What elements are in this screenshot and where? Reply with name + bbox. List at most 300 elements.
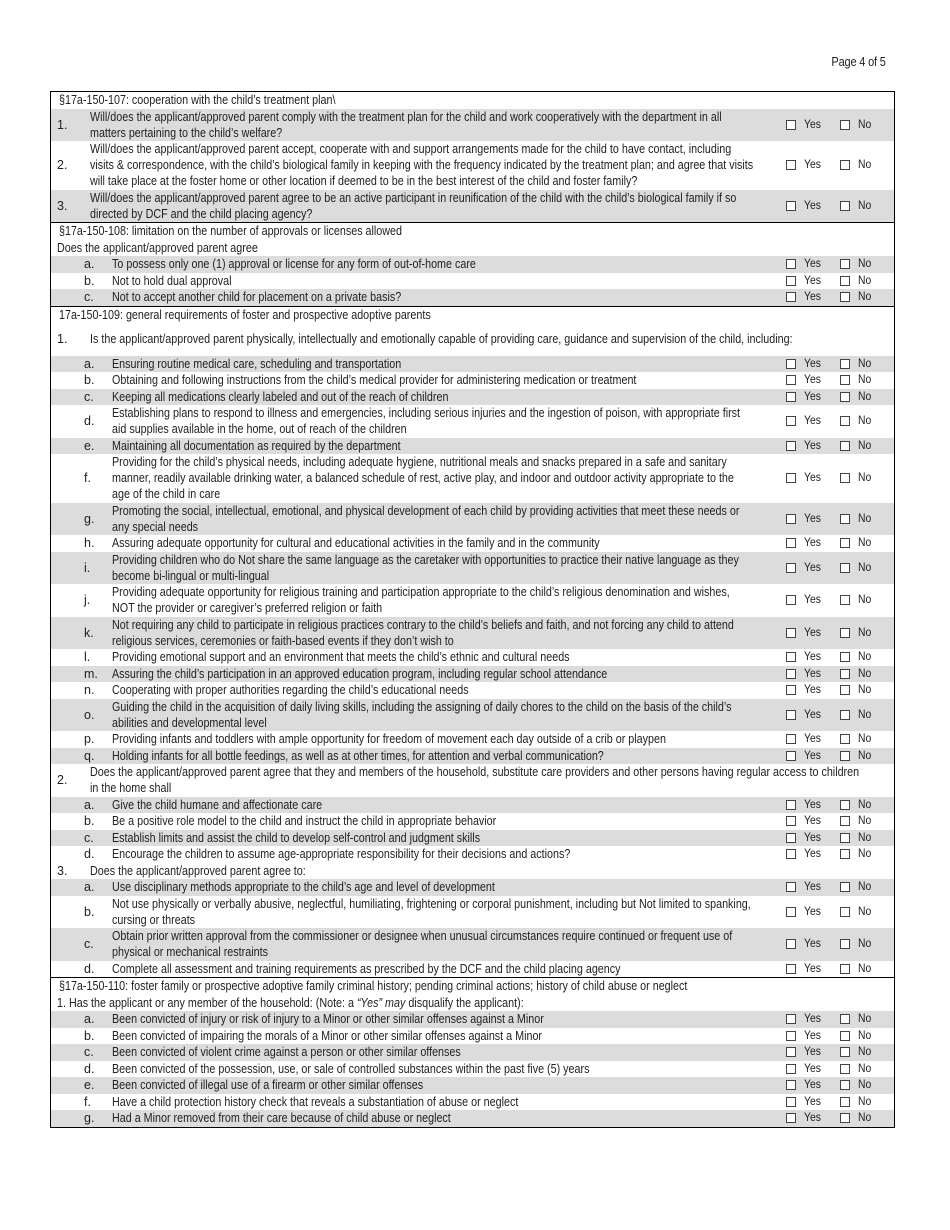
item-number: a. xyxy=(84,1012,95,1027)
item-text-content: Been convicted of impairing the morals of a Minor or other similar offenses against a Minor xyxy=(112,1028,543,1043)
yes-label: Yes xyxy=(804,512,821,525)
yes-option[interactable] xyxy=(786,1044,840,1060)
yes-option[interactable] xyxy=(786,413,840,429)
item-number: d. xyxy=(84,847,95,862)
yes-checkbox[interactable] xyxy=(786,628,796,638)
yes-no-options xyxy=(786,797,894,813)
yes-checkbox[interactable] xyxy=(786,964,796,974)
group-question xyxy=(51,863,894,880)
yes-label: Yes xyxy=(804,733,821,746)
item-number: b. xyxy=(84,1028,95,1043)
yes-checkbox[interactable] xyxy=(786,120,796,130)
yes-checkbox[interactable] xyxy=(786,882,796,892)
yes-option[interactable] xyxy=(786,256,840,272)
item-number: e. xyxy=(84,438,95,453)
question-row xyxy=(51,356,894,373)
yes-option[interactable] xyxy=(786,625,840,641)
item-number: 1. xyxy=(57,117,68,132)
item-text-content: Does the applicant/approved parent agree xyxy=(57,240,258,255)
no-checkbox[interactable] xyxy=(840,628,850,638)
yes-option[interactable] xyxy=(786,470,840,486)
yes-option[interactable] xyxy=(786,289,840,305)
question-row xyxy=(51,273,894,290)
no-checkbox[interactable] xyxy=(840,882,850,892)
no-option[interactable] xyxy=(840,1110,894,1126)
yes-option[interactable] xyxy=(786,535,840,551)
item-text xyxy=(112,289,786,305)
yes-option[interactable] xyxy=(786,1028,840,1044)
yes-checkbox[interactable] xyxy=(786,710,796,720)
question-row xyxy=(51,1044,894,1061)
question-row xyxy=(51,699,894,732)
yes-no-options xyxy=(786,625,894,641)
no-checkbox[interactable] xyxy=(840,907,850,917)
yes-option[interactable] xyxy=(786,1011,840,1027)
yes-option[interactable] xyxy=(786,1077,840,1093)
item-number: i. xyxy=(84,560,91,575)
item-text xyxy=(90,863,894,879)
yes-no-options xyxy=(786,273,894,289)
no-checkbox[interactable] xyxy=(840,359,850,369)
no-checkbox[interactable] xyxy=(840,563,850,573)
no-option[interactable] xyxy=(840,438,894,454)
no-option[interactable] xyxy=(840,748,894,764)
yes-option[interactable] xyxy=(786,592,840,608)
no-option[interactable] xyxy=(840,198,894,214)
yes-label: Yes xyxy=(804,684,821,697)
no-checkbox[interactable] xyxy=(840,964,850,974)
no-option[interactable] xyxy=(840,372,894,388)
yes-option[interactable] xyxy=(786,748,840,764)
yes-checkbox[interactable] xyxy=(786,514,796,524)
yes-checkbox[interactable] xyxy=(786,416,796,426)
no-checkbox[interactable] xyxy=(840,734,850,744)
yes-option[interactable] xyxy=(786,666,840,682)
yes-option[interactable] xyxy=(786,731,840,747)
no-checkbox[interactable] xyxy=(840,441,850,451)
no-label: No xyxy=(858,831,872,844)
yes-label: Yes xyxy=(804,651,821,664)
question-row xyxy=(51,1061,894,1078)
yes-label: Yes xyxy=(804,962,821,975)
no-checkbox[interactable] xyxy=(840,751,850,761)
item-number: a. xyxy=(84,356,95,371)
no-checkbox[interactable] xyxy=(840,800,850,810)
yes-option[interactable] xyxy=(786,1061,840,1077)
no-checkbox[interactable] xyxy=(840,259,850,269)
question-row xyxy=(51,389,894,406)
question-row xyxy=(51,405,894,438)
no-option[interactable] xyxy=(840,1028,894,1044)
yes-checkbox[interactable] xyxy=(786,473,796,483)
no-option[interactable] xyxy=(840,813,894,829)
group-question xyxy=(51,764,894,797)
yes-option[interactable] xyxy=(786,1110,840,1126)
item-text-content: Guiding the child in the acquisition of daily living skills, including the assigning of daily chores to the child on the basis of the child’s abilities and developmental level xyxy=(112,699,732,730)
yes-checkbox[interactable] xyxy=(786,751,796,761)
question-row xyxy=(51,503,894,536)
item-text-content: Maintaining all documentation as required by the department xyxy=(112,438,401,453)
no-checkbox[interactable] xyxy=(840,1047,850,1057)
no-checkbox[interactable] xyxy=(840,292,850,302)
yes-label: Yes xyxy=(804,708,821,721)
section-s109 xyxy=(51,307,894,979)
yes-option[interactable] xyxy=(786,797,840,813)
no-checkbox[interactable] xyxy=(840,595,850,605)
yes-option[interactable] xyxy=(786,813,840,829)
no-option[interactable] xyxy=(840,936,894,952)
item-text xyxy=(112,503,786,535)
yes-label: Yes xyxy=(804,1095,821,1108)
no-option[interactable] xyxy=(840,666,894,682)
item-text-content: Complete all assessment and training requirements as prescribed by the DCF and the child placing agency xyxy=(112,961,621,976)
item-text-content: 1. Has the applicant or any member of the household: (Note: a “Yes” may disqualify the applicant): xyxy=(57,995,524,1010)
yes-checkbox[interactable] xyxy=(786,907,796,917)
no-checkbox[interactable] xyxy=(840,120,850,130)
no-checkbox[interactable] xyxy=(840,473,850,483)
item-text-content: Providing emotional support and an environment that meets the child’s ethnic and cultural needs xyxy=(112,650,570,665)
no-checkbox[interactable] xyxy=(840,685,850,695)
yes-checkbox[interactable] xyxy=(786,1014,796,1024)
no-checkbox[interactable] xyxy=(840,816,850,826)
item-number: g. xyxy=(84,1111,95,1126)
question-row xyxy=(51,666,894,683)
yes-checkbox[interactable] xyxy=(786,1097,796,1107)
item-text xyxy=(112,928,786,960)
yes-label: Yes xyxy=(804,1013,821,1026)
item-text-content: Obtaining and following instructions from the child’s medical provider for administering medication or treatment xyxy=(112,373,637,388)
yes-checkbox[interactable] xyxy=(786,359,796,369)
yes-option[interactable] xyxy=(786,389,840,405)
yes-checkbox[interactable] xyxy=(786,292,796,302)
yes-label: Yes xyxy=(804,537,821,550)
no-checkbox[interactable] xyxy=(840,939,850,949)
item-number: m. xyxy=(84,666,98,681)
item-number: k. xyxy=(84,625,94,640)
yes-option[interactable] xyxy=(786,157,840,173)
no-option[interactable] xyxy=(840,846,894,862)
question-row xyxy=(51,372,894,389)
question-row xyxy=(51,1077,894,1094)
item-text xyxy=(112,879,786,895)
yes-no-options xyxy=(786,1094,894,1110)
item-text xyxy=(112,699,786,731)
yes-checkbox[interactable] xyxy=(786,201,796,211)
item-number: 2. xyxy=(57,158,68,173)
question-row xyxy=(51,813,894,830)
no-checkbox[interactable] xyxy=(840,1097,850,1107)
yes-checkbox[interactable] xyxy=(786,160,796,170)
yes-checkbox[interactable] xyxy=(786,595,796,605)
no-checkbox[interactable] xyxy=(840,1080,850,1090)
no-option[interactable] xyxy=(840,1061,894,1077)
question-row xyxy=(51,879,894,896)
no-label: No xyxy=(858,881,872,894)
item-text-content: Encourage the children to assume age-appropriate responsibility for their decisions and actions? xyxy=(112,847,571,862)
no-checkbox[interactable] xyxy=(840,538,850,548)
no-label: No xyxy=(858,472,872,485)
no-option[interactable] xyxy=(840,356,894,372)
item-text-content: To possess only one (1) approval or license for any form of out-of-home care xyxy=(112,257,476,272)
item-number: l. xyxy=(84,650,91,665)
no-option[interactable] xyxy=(840,413,894,429)
no-label: No xyxy=(858,159,872,172)
no-option[interactable] xyxy=(840,592,894,608)
no-option[interactable] xyxy=(840,273,894,289)
yes-no-options xyxy=(786,413,894,429)
no-label: No xyxy=(858,651,872,664)
no-option[interactable] xyxy=(840,1077,894,1093)
yes-option[interactable] xyxy=(786,830,840,846)
yes-label: Yes xyxy=(804,594,821,607)
question-row xyxy=(51,1110,894,1127)
yes-checkbox[interactable] xyxy=(786,538,796,548)
item-text-content: Establish limits and assist the child to develop self-control and judgment skills xyxy=(112,830,481,845)
no-checkbox[interactable] xyxy=(840,375,850,385)
item-number: 3. xyxy=(57,863,68,878)
item-text xyxy=(51,307,894,323)
yes-option[interactable] xyxy=(786,936,840,952)
yes-option[interactable] xyxy=(786,961,840,977)
yes-no-options xyxy=(786,560,894,576)
item-text-content: Providing children who do Not share the same language as the caretaker with opportunities to practice their native language as they become bi-lingual or multi-lingual xyxy=(112,552,739,583)
item-text-content: Is the applicant/approved parent physically, intellectually and emotionally capable of providing care, guidance and supervision of the child, including: xyxy=(90,332,793,347)
item-number: d. xyxy=(84,961,95,976)
item-text xyxy=(112,454,786,502)
section-intro xyxy=(51,995,894,1012)
item-text xyxy=(112,666,786,682)
item-text xyxy=(112,389,786,405)
question-row xyxy=(51,748,894,765)
yes-no-options xyxy=(786,372,894,388)
group-question xyxy=(51,323,894,356)
question-row xyxy=(51,682,894,699)
yes-checkbox[interactable] xyxy=(786,1113,796,1123)
yes-option[interactable] xyxy=(786,511,840,527)
no-checkbox[interactable] xyxy=(840,652,850,662)
no-label: No xyxy=(858,667,872,680)
yes-checkbox[interactable] xyxy=(786,685,796,695)
yes-checkbox[interactable] xyxy=(786,441,796,451)
no-label: No xyxy=(858,1095,872,1108)
no-checkbox[interactable] xyxy=(840,1113,850,1123)
yes-checkbox[interactable] xyxy=(786,276,796,286)
item-text-content: Assuring adequate opportunity for cultural and educational activities in the family and in the community xyxy=(112,536,600,551)
item-number: c. xyxy=(84,290,94,305)
yes-no-options xyxy=(786,1077,894,1093)
yes-label: Yes xyxy=(804,815,821,828)
no-option[interactable] xyxy=(840,649,894,665)
no-option[interactable] xyxy=(840,289,894,305)
yes-option[interactable] xyxy=(786,904,840,920)
item-text-content: Will/does the applicant/approved parent accept, cooperate with and support arrangements made for the child to have contact, including visits & correspondence, with the child’s biological family in keeping with the frequency indicated by the treatment plan; and agree that visits will take place at the foster home or other location if deemed to be in the best interest of the child and foster family? xyxy=(90,142,754,189)
yes-label: Yes xyxy=(804,1062,821,1075)
no-checkbox[interactable] xyxy=(840,514,850,524)
yes-option[interactable] xyxy=(786,1094,840,1110)
no-label: No xyxy=(858,1062,872,1075)
yes-checkbox[interactable] xyxy=(786,392,796,402)
question-row xyxy=(51,731,894,748)
item-text xyxy=(112,552,786,584)
yes-checkbox[interactable] xyxy=(786,1080,796,1090)
no-label: No xyxy=(858,390,872,403)
item-text xyxy=(51,92,894,108)
no-checkbox[interactable] xyxy=(840,416,850,426)
item-text xyxy=(112,1061,786,1077)
question-row xyxy=(51,535,894,552)
no-option[interactable] xyxy=(840,256,894,272)
yes-checkbox[interactable] xyxy=(786,734,796,744)
no-option[interactable] xyxy=(840,961,894,977)
yes-label: Yes xyxy=(804,439,821,452)
question-row xyxy=(51,617,894,650)
yes-option[interactable] xyxy=(786,356,840,372)
no-label: No xyxy=(858,199,872,212)
no-label: No xyxy=(858,512,872,525)
item-number: c. xyxy=(84,1045,94,1060)
yes-option[interactable] xyxy=(786,117,840,133)
item-text-content: Be a positive role model to the child and instruct the child in appropriate behavior xyxy=(112,814,497,829)
yes-option[interactable] xyxy=(786,372,840,388)
no-option[interactable] xyxy=(840,535,894,551)
yes-no-options xyxy=(786,289,894,305)
yes-no-options xyxy=(786,356,894,372)
yes-checkbox[interactable] xyxy=(786,669,796,679)
no-option[interactable] xyxy=(840,830,894,846)
question-row xyxy=(51,1011,894,1028)
yes-option[interactable] xyxy=(786,560,840,576)
no-option[interactable] xyxy=(840,904,894,920)
no-label: No xyxy=(858,561,872,574)
item-text xyxy=(112,356,786,372)
yes-label: Yes xyxy=(804,199,821,212)
item-number: b. xyxy=(84,373,95,388)
no-option[interactable] xyxy=(840,682,894,698)
no-label: No xyxy=(858,905,872,918)
item-text-content: §17a-150-107: cooperation with the child’s treatment plan\ xyxy=(59,93,336,108)
item-text-content: Holding infants for all bottle feedings, as well as at other times, for attention and verbal communication? xyxy=(112,748,604,763)
question-row xyxy=(51,256,894,273)
yes-option[interactable] xyxy=(786,846,840,862)
no-option[interactable] xyxy=(840,511,894,527)
yes-checkbox[interactable] xyxy=(786,563,796,573)
section-heading xyxy=(51,92,894,109)
no-checkbox[interactable] xyxy=(840,849,850,859)
item-number: b. xyxy=(84,904,95,919)
yes-option[interactable] xyxy=(786,707,840,723)
yes-label: Yes xyxy=(804,291,821,304)
yes-checkbox[interactable] xyxy=(786,800,796,810)
yes-label: Yes xyxy=(804,848,821,861)
no-option[interactable] xyxy=(840,389,894,405)
no-checkbox[interactable] xyxy=(840,201,850,211)
yes-label: Yes xyxy=(804,626,821,639)
no-checkbox[interactable] xyxy=(840,1064,850,1074)
item-text xyxy=(51,995,894,1011)
no-option[interactable] xyxy=(840,879,894,895)
item-text-content: Use disciplinary methods appropriate to the child’s age and level of development xyxy=(112,880,495,895)
yes-label: Yes xyxy=(804,1112,821,1125)
no-option[interactable] xyxy=(840,797,894,813)
emphasis-text: “Yes” may xyxy=(356,995,406,1010)
no-checkbox[interactable] xyxy=(840,160,850,170)
no-checkbox[interactable] xyxy=(840,1031,850,1041)
no-option[interactable] xyxy=(840,731,894,747)
yes-no-options xyxy=(786,649,894,665)
no-checkbox[interactable] xyxy=(840,833,850,843)
yes-checkbox[interactable] xyxy=(786,1031,796,1041)
no-option[interactable] xyxy=(840,560,894,576)
no-option[interactable] xyxy=(840,625,894,641)
yes-option[interactable] xyxy=(786,438,840,454)
no-label: No xyxy=(858,537,872,550)
no-option[interactable] xyxy=(840,470,894,486)
yes-checkbox[interactable] xyxy=(786,849,796,859)
yes-checkbox[interactable] xyxy=(786,375,796,385)
yes-option[interactable] xyxy=(786,879,840,895)
no-option[interactable] xyxy=(840,1044,894,1060)
yes-option[interactable] xyxy=(786,649,840,665)
no-checkbox[interactable] xyxy=(840,669,850,679)
yes-checkbox[interactable] xyxy=(786,1047,796,1057)
yes-checkbox[interactable] xyxy=(786,939,796,949)
question-row xyxy=(51,1094,894,1111)
section-s110 xyxy=(51,978,894,1127)
section-s108 xyxy=(51,223,894,307)
yes-checkbox[interactable] xyxy=(786,259,796,269)
question-row xyxy=(51,289,894,306)
yes-checkbox[interactable] xyxy=(786,833,796,843)
item-text-content: Been convicted of injury or risk of injury to a Minor or other similar offenses against a Minor xyxy=(112,1012,544,1027)
no-option[interactable] xyxy=(840,117,894,133)
item-text-content: Assuring the child’s participation in an approved education program, including regular school attendance xyxy=(112,666,608,681)
no-option[interactable] xyxy=(840,707,894,723)
yes-checkbox[interactable] xyxy=(786,1064,796,1074)
no-checkbox[interactable] xyxy=(840,1014,850,1024)
yes-option[interactable] xyxy=(786,682,840,698)
yes-no-options xyxy=(786,846,894,862)
item-text xyxy=(112,1028,786,1044)
no-label: No xyxy=(858,274,872,287)
item-text xyxy=(112,1077,786,1093)
item-number: g. xyxy=(84,511,95,526)
item-number: 2. xyxy=(57,773,68,788)
item-text xyxy=(112,1094,786,1110)
item-text xyxy=(112,535,786,551)
yes-label: Yes xyxy=(804,749,821,762)
no-checkbox[interactable] xyxy=(840,392,850,402)
yes-checkbox[interactable] xyxy=(786,816,796,826)
item-number: j. xyxy=(84,593,91,608)
question-row xyxy=(51,928,894,961)
item-text xyxy=(112,846,786,862)
yes-option[interactable] xyxy=(786,198,840,214)
item-number: d. xyxy=(84,414,95,429)
yes-label: Yes xyxy=(804,118,821,131)
no-checkbox[interactable] xyxy=(840,710,850,720)
no-checkbox[interactable] xyxy=(840,276,850,286)
yes-checkbox[interactable] xyxy=(786,652,796,662)
yes-label: Yes xyxy=(804,159,821,172)
yes-option[interactable] xyxy=(786,273,840,289)
item-number: c. xyxy=(84,389,94,404)
no-option[interactable] xyxy=(840,1011,894,1027)
item-number: a. xyxy=(84,257,95,272)
item-text-content: Been convicted of illegal use of a firearm or other similar offenses xyxy=(112,1078,424,1093)
no-option[interactable] xyxy=(840,157,894,173)
no-option[interactable] xyxy=(840,1094,894,1110)
item-text xyxy=(112,405,786,437)
